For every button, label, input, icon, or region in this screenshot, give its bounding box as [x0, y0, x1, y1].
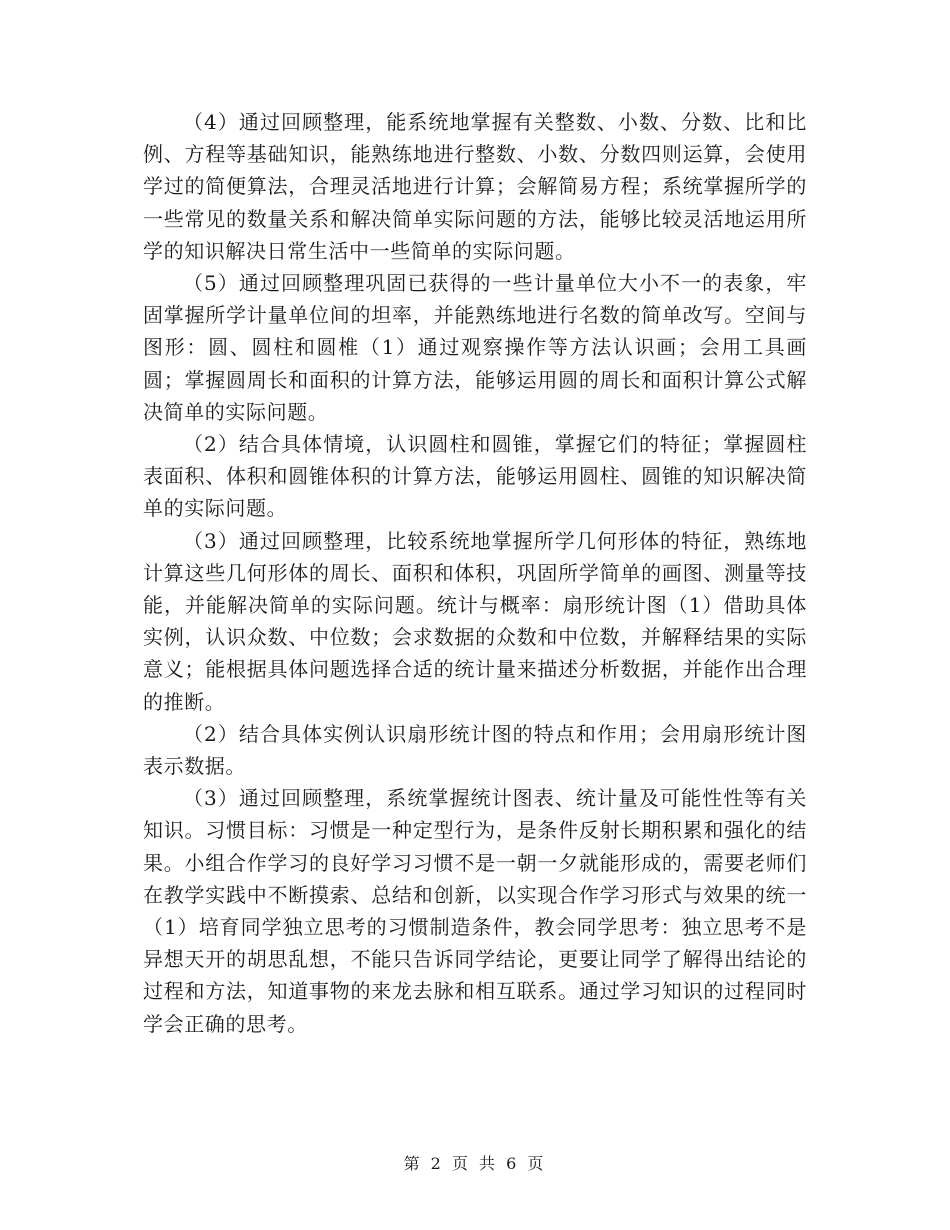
paragraph-3: （2）结合具体情境，认识圆柱和圆锥，掌握它们的特征；掌握圆柱表面积、体积和圆锥体积的计算方法，能够运用圆柱、圆锥的知识解决简单的实际问题。 — [143, 432, 807, 521]
document-body — [143, 106, 807, 1040]
paragraph-4: （3）通过回顾整理，比较系统地掌握所学几何形体的特征，熟练地计算这些几何形体的周长、面积和体积，巩固所学简单的画图、测量等技能，并能解决简单的实际问题。统计与概率：扇形统计图（1）借助具体实例，认识众数、中位数；会求数据的众数和中位数，并解释结果的实际意义；能根据具体问题选择合适的统计量来描述分析数据，并能作出合理的推断。 — [143, 528, 807, 714]
paragraph-1: （4）通过回顾整理，能系统地掌握有关整数、小数、分数、比和比例、方程等基础知识，能熟练地进行整数、小数、分数四则运算，会使用学过的简便算法，合理灵活地进行计算；会解简易方程；系统掌握所学的一些常见的数量关系和解决简单实际问题的方法，能够比较灵活地运用所学的知识解决日常生活中一些简单的实际问题。 — [143, 110, 807, 263]
paragraph-6: （3）通过回顾整理，系统掌握统计图表、统计量及可能性性等有关知识。习惯目标：习惯是一种定型行为，是条件反射长期积累和强化的结果。小组合作学习的良好学习习惯不是一朝一夕就能形成的，需要老师们在教学实践中不断摸索、总结和创新，以实现合作学习形式与效果的统一（1）培育同学独立思考的习惯制造条件，教会同学思考：独立思考不是异想天开的胡思乱想，不能只告诉同学结论，更要让同学了解得出结论的过程和方法，知道事物的来龙去脉和相互联系。通过学习知识的过程同时学会正确的思考。 — [143, 786, 807, 1036]
paragraph-5: （2）结合具体实例认识扇形统计图的特点和作用；会用扇形统计图表示数据。 — [143, 721, 807, 779]
paragraph-2: （5）通过回顾整理巩固已获得的一些计量单位大小不一的表象，牢固掌握所学计量单位间的坦率，并能熟练地进行名数的简单改写。空间与图形：圆、圆柱和圆椎（1）通过观察操作等方法认识画；会用工具画圆；掌握圆周长和面积的计算方法，能够运用圆的周长和面积计算公式解决简单的实际问题。 — [143, 271, 807, 424]
page-number-footer: 第 2 页 共 6 页 — [403, 1154, 547, 1173]
